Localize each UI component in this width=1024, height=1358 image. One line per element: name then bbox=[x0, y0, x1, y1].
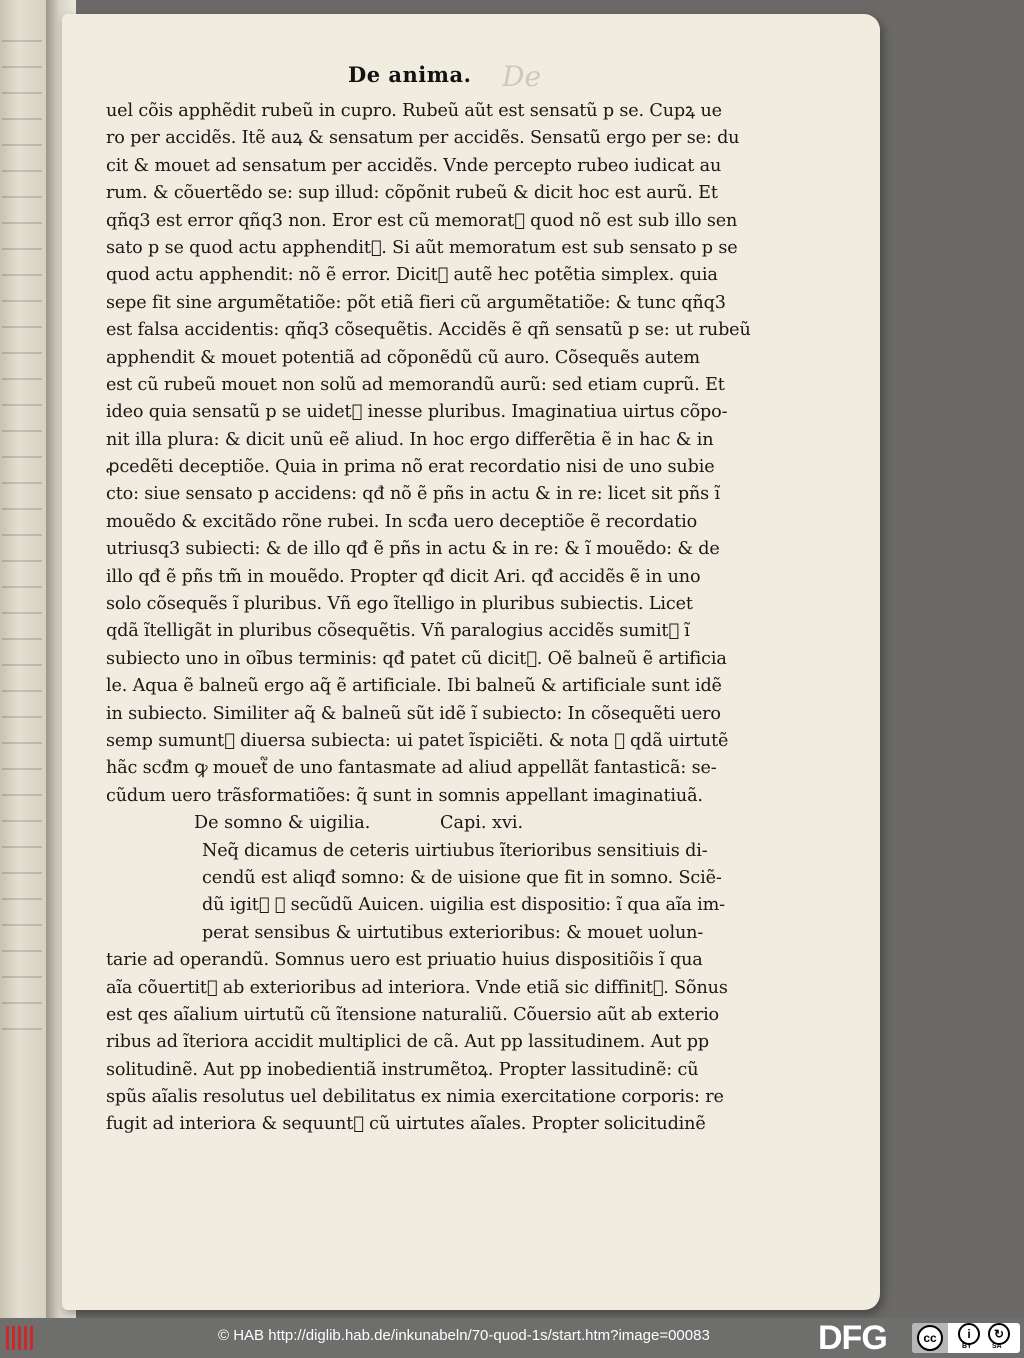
text-line: ribus ad ĩteriora accidit multiplici de cã. Aut pp lassitudinem. Aut pp bbox=[106, 1032, 710, 1053]
text-line: aĩa cõuertit᷑ ab exterioribus ad interiora. Vnde etiã sic diffinit᷑. Sõnus bbox=[106, 977, 728, 998]
facing-page-edge bbox=[0, 0, 46, 1318]
text-line: cit & mouet ad sensatum per accidẽs. Vnde percepto rubeo iudicat au bbox=[106, 155, 722, 176]
chapter-indented-lines bbox=[106, 838, 806, 948]
bleed-through-text: De bbox=[502, 60, 542, 92]
main-lines bbox=[106, 98, 806, 810]
text-line: spũs aĩalis resolutus uel debilitatus ex nimia exercitatione corporis: re bbox=[106, 1087, 724, 1108]
hab-logo-icon bbox=[4, 1326, 38, 1350]
text-line: cto: siue sensato p accidens: qđ nõ ẽ pñs in actu & in re: licet sit pñs ĩ bbox=[106, 484, 720, 505]
text-line: rum. & cõuertẽdo se: sup illud: cõpõnit rubeũ & dicit hoc est aurũ. Et bbox=[106, 183, 718, 204]
text-line: cũdum uero trãsformatiões: q̃ sunt in somnis appellant imaginatiuã. bbox=[106, 785, 703, 806]
text-line: sepe fit sine argumẽtatiõe: põt etiã fieri cũ argumẽtatiõe: & tunc qñq3 bbox=[106, 292, 726, 313]
text-line: Neq̃ dicamus de ceteris uirtiubus ĩterioribus sensitiuis di- bbox=[202, 840, 708, 861]
text-line: apphendit & mouet potentiã ad cõponẽdũ cũ auro. Cõsequẽs autem bbox=[106, 347, 700, 368]
facing-page-text bbox=[2, 40, 42, 1040]
text-line: ideo quia sensatũ p se uidet᷑ inesse pluribus. Imaginatiua uirtus cõpo- bbox=[106, 402, 728, 423]
text-line: tarie ad operandũ. Somnus uero est priuatio huius dispositiõis ĩ qua bbox=[106, 950, 703, 971]
chapter-heading bbox=[106, 810, 806, 837]
text-line: subiecto uno in oĩbus terminis: qđ patet cũ dicit᷑. Oẽ balneũ ẽ artificia bbox=[106, 648, 727, 669]
sa-share-icon: ↻ bbox=[988, 1323, 1010, 1345]
text-line: hãc scđm ꝙ mouet᷑ de uno fantasmate ad aliud appellãt fantasticã: se- bbox=[106, 758, 717, 779]
text-line: solo cõsequẽs ĩ pluribus. Vñ ego ĩtelligo in pluribus subiectis. Licet bbox=[106, 594, 693, 615]
sa-label: SA bbox=[992, 1343, 1002, 1350]
text-line: solitudinẽ. Aut pp inobedientiã instrumẽtoꝝ. Propter lassitudinẽ: cũ bbox=[106, 1059, 699, 1080]
copyright-link[interactable]: © HAB http://diglib.hab.de/inkunabeln/70-quod-1s/start.htm?image=00083 bbox=[218, 1327, 710, 1344]
main-text-block bbox=[106, 98, 806, 1139]
text-line: est cũ rubeũ mouet non solũ ad memorandũ aurũ: sed etiam cuprũ. Et bbox=[106, 374, 725, 395]
text-line: quod actu apphendit: nõ ẽ error. Dicit᷑ autẽ hec potẽtia simplex. quia bbox=[106, 265, 718, 286]
text-line: le. Aqua ẽ balneũ ergo aq̃ ẽ artificiale. Ibi balneũ & artificiale sunt idẽ bbox=[106, 676, 722, 697]
text-line: mouẽdo & excitãdo rõne rubei. In scđa uero deceptiõe ẽ recordatio bbox=[106, 511, 698, 532]
text-line: dũ igit᷑ ꝙ secũdũ Auicen. uigilia est dispositio: ĩ qua aĩa im- bbox=[202, 895, 725, 916]
text-line: semp sumunt᷑ diuersa subiecta: ui patet ĩspiciẽti. & nota ꝙ qdã uirtutẽ bbox=[106, 730, 729, 751]
cc-icon: cc bbox=[917, 1325, 943, 1351]
book-page bbox=[62, 14, 880, 1310]
text-line: nit illa plura: & dicit unũ eẽ aliud. In hoc ergo differẽtia ẽ in hac & in bbox=[106, 429, 714, 450]
text-line: cendũ est aliqđ somno: & de uisione que fit in somno. Sciẽ- bbox=[202, 867, 722, 888]
dfg-logo: DFG bbox=[818, 1319, 887, 1357]
chapter-title: De somno & uigilia. bbox=[194, 813, 371, 834]
text-line: uel cõis apphẽdit rubeũ in cupro. Rubeũ aũt est sensatũ p se. Cupꝝ ue bbox=[106, 101, 722, 121]
text-line: fugit ad interiora & sequunt᷑ cũ uirtutes aĩales. Propter solicitudinẽ bbox=[106, 1114, 706, 1135]
text-line: sato p se quod actu apphendit᷑. Si aũt memoratum est sub sensato p se bbox=[106, 237, 738, 258]
text-line: illo qđ ẽ pñs tm̃ in mouẽdo. Propter qđ dicit Ari. qđ accidẽs ẽ in uno bbox=[106, 566, 701, 587]
text-line: qñq3 est error qñq3 non. Eror est cũ memorat᷑ quod nõ est sub illo sen bbox=[106, 210, 738, 231]
text-line: in subiecto. Similiter aq̃ & balneũ sũt idẽ ĩ subiecto: In cõsequẽti uero bbox=[106, 703, 721, 724]
footer-bar bbox=[0, 1318, 1024, 1358]
chapter-number: Capi. xvi. bbox=[440, 813, 524, 834]
text-line: qdã ĩtelligãt in pluribus cõsequẽtis. Vñ paralogius accidẽs sumit᷑ ĩ bbox=[106, 621, 690, 642]
text-line: ro per accidẽs. Itẽ auꝝ & sensatum per accidẽs. Sensatũ ergo per se: du bbox=[106, 128, 740, 149]
chapter-full-lines bbox=[106, 947, 806, 1139]
text-line: est qes aĩalium uirtutũ cũ ĩtensione naturaliũ. Cõuersio aũt ab exterio bbox=[106, 1004, 719, 1025]
by-label: BY bbox=[962, 1343, 972, 1350]
text-line: est falsa accidentis: qñq3 cõsequẽtis. Accidẽs ẽ qñ sensatũ p se: ut rubeũ bbox=[106, 320, 751, 341]
text-line: ꝓcedẽti deceptiõe. Quia in prima nõ erat recordatio nisi de uno subie bbox=[106, 457, 715, 478]
by-person-icon: i bbox=[958, 1323, 980, 1345]
running-head: De anima. bbox=[348, 62, 472, 87]
cc-license-badge[interactable] bbox=[912, 1323, 1020, 1353]
text-line: utriusq3 subiecti: & de illo qđ ẽ pñs in actu & in re: & ĩ mouẽdo: & de bbox=[106, 539, 720, 560]
text-line: perat sensibus & uirtutibus exterioribus: & mouet uolun- bbox=[202, 922, 704, 943]
